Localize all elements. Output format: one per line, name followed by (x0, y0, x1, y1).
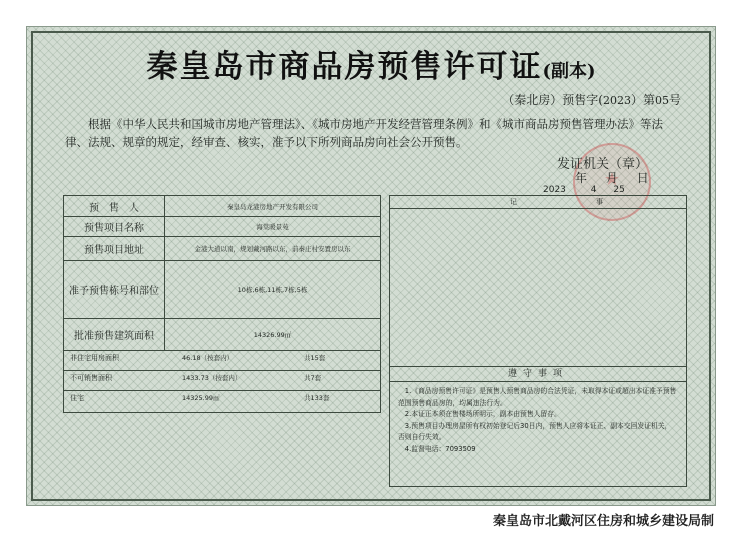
issue-month: 4 (590, 185, 597, 195)
row1-count: 共15套 (304, 354, 326, 362)
seller-row (64, 196, 380, 217)
permit-suffix: 号 (668, 93, 681, 107)
title-suffix: (副本) (542, 61, 596, 82)
certificate (26, 26, 716, 506)
area-label: 批准预售建筑面积 (64, 318, 165, 350)
notice-item: 4.监督电话：7093509 (404, 444, 476, 453)
row3-area: 14325.99㎡ (182, 394, 220, 402)
issue-year: 2023 (543, 185, 566, 195)
row3-label: 住宅 (70, 394, 84, 402)
project-value: 海棠暖景苑 (256, 222, 289, 231)
address-value: 金港大道以南，规划戴河路以东，前秦庄村安置房以东 (194, 244, 351, 253)
row2-area: 1433.73（按套内） (182, 374, 242, 382)
buildings-value: 10栋,6栋,11栋,7栋,5栋 (237, 285, 308, 294)
records-label-right: 事 (596, 198, 603, 206)
issue-date (543, 185, 625, 195)
permit-number: （秦北房）预售字(2023）第05号 (502, 93, 681, 107)
address-label: 预售项目地址 (64, 236, 165, 260)
title-text: 秦皇岛市商品房预售许可证 (146, 49, 543, 85)
area-breakdown-row-3 (64, 390, 380, 410)
area-row (64, 318, 380, 351)
area-breakdown-row-1 (64, 350, 380, 371)
details-table (63, 195, 381, 413)
notice-item: 2.本证正本须在售楼场所明示，副本由预售人留存。 (404, 410, 561, 418)
seller-label: 预 售 人 (64, 196, 165, 216)
notice-heading: 遵守事项 (390, 366, 686, 382)
project-row (64, 216, 380, 237)
records-header (390, 196, 686, 209)
notice-item: 3.预售项目办理房屋所有权初始登记后30日内，预售人应将本证正、副本交回发证机关，否则自行失效。 (398, 421, 672, 441)
buildings-row (64, 260, 380, 319)
row1-area: 46.18（按套内） (182, 354, 234, 362)
records-table (389, 195, 687, 487)
issuing-bureau: 秦皇岛市北戴河区住房和城乡建设局制 (492, 514, 714, 529)
project-label: 预售项目名称 (64, 216, 165, 236)
records-label-left: 记 (510, 198, 517, 206)
permit-serial: 05 (654, 94, 669, 107)
row2-label: 不可销售面积 (70, 374, 112, 382)
buildings-label: 准予预售栋号和部位 (64, 260, 165, 318)
date-labels: 年 月 日 (575, 171, 650, 185)
issue-day: 25 (613, 185, 625, 195)
row3-count: 共133套 (304, 394, 330, 402)
notice-item: 1.《商品房预售许可证》是预售人预售商品房的合法凭证，未取得本证或超出本证准予预售范围预售商品房的，均属违法行为。 (398, 387, 677, 407)
issuer-label: 发证机关（章） (557, 157, 649, 172)
permit-mid: ）第 (630, 93, 655, 107)
row2-count: 共7套 (304, 374, 322, 382)
address-row (64, 236, 380, 261)
certificate-title (27, 41, 715, 86)
area-value: 14326.99㎡ (253, 330, 292, 339)
row1-label: 非住宅用房面积 (70, 354, 119, 362)
permit-year: 2023 (602, 94, 631, 107)
seller-value: 秦皇岛龙港房地产开发有限公司 (227, 202, 318, 211)
notice-list (398, 386, 678, 455)
permit-prefix: （秦北房）预售字 (502, 93, 599, 107)
area-breakdown-row-2 (64, 370, 380, 391)
legal-basis-text: 根据《中华人民共和国城市房地产管理法》、《城市房地产开发经营管理条例》和《城市商品房预售管理办法》等法律、法规、规章的规定，经审查、核实，准予以下所列商品房向社会公开预售。 (65, 117, 663, 149)
